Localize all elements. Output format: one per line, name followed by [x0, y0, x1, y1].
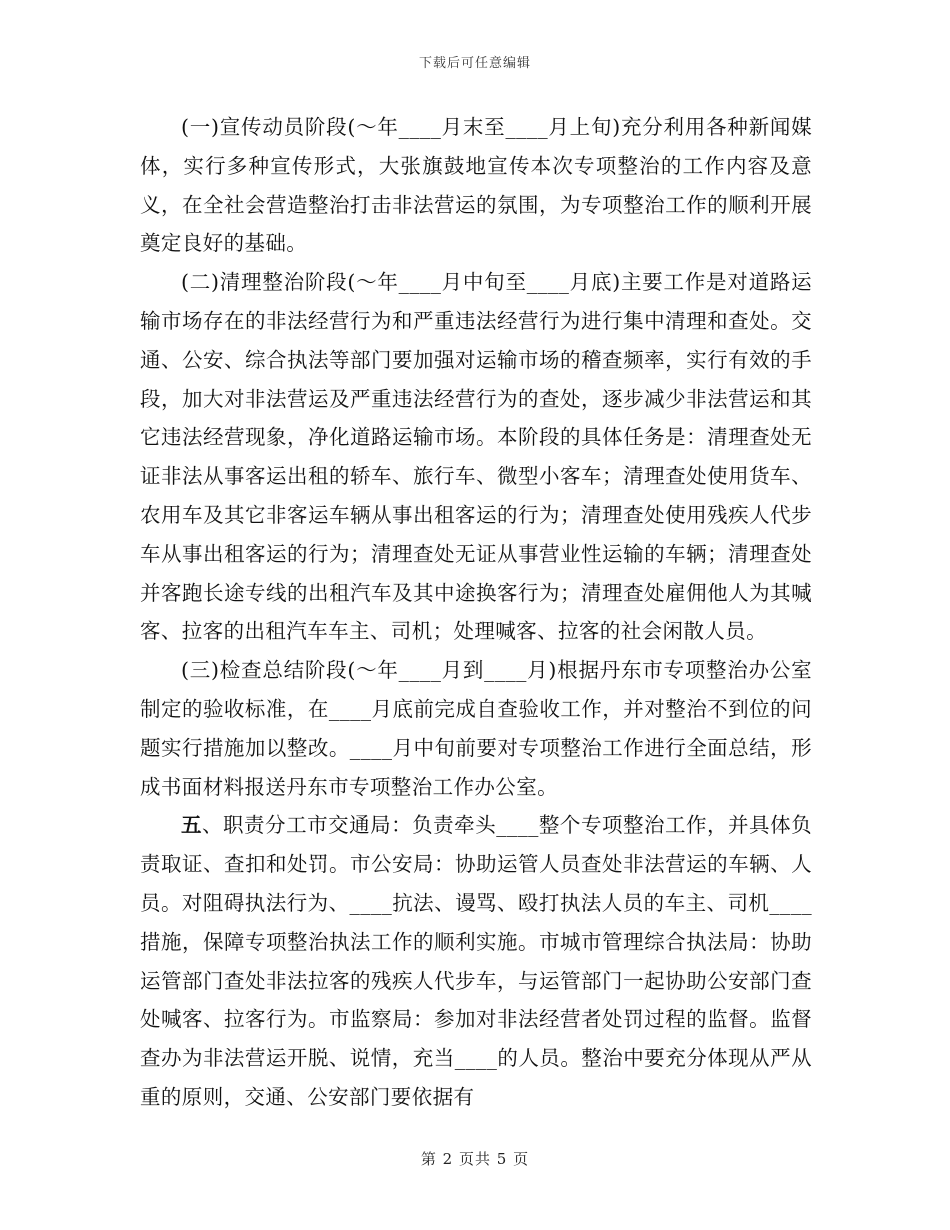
document-body: [140, 108, 812, 1117]
paragraph-inspection-stage: [140, 651, 812, 806]
page-header: 下载后可任意编辑: [418, 56, 531, 71]
paragraph-publicity-stage: [140, 108, 812, 263]
paragraph-text: 、职责分工市交通局：负责牵头____整个专项整治工作，并具体负责取证、查扣和处罚。市公安局：协助运管人员查处非法营运的车辆、人员。对阻碍执法行为、____抗法、谩骂、殴打执法人员的车主、司机____措施，保障专项整治执法工作的顺利实施。市城市管理综合执法局：协助运管部门查处非法拉客的残疾人代步车，与运管部门一起协助公安部门查处喊客、拉客行为。市监察局：参加对非法经营者处罚过程的监督。监督查办为非法营运开脱、说情，充当____的人员。整治中要充分体现从严从重的原则，交通、公安部门要依据有: [140, 813, 812, 1109]
section-number: 五: [181, 813, 203, 838]
paragraph-rectification-stage: [140, 263, 812, 651]
paragraph-text: (二)清理整治阶段(～年____月中旬至____月底)主要工作是对道路运输市场存在的非法经营行为和严重违法经营行为进行集中清理和查处。交通、公安、综合执法等部门要加强对运输市场的稽查频率，实行有效的手段，加大对非法营运及严重违法经营行为的查处，逐步减少非法营运和其它违法经营现象，净化道路运输市场。本阶段的具体任务是：清理查处无证非法从事客运出租的轿车、旅行车、微型小客车；清理查处使用货车、农用车及其它非客运车辆从事出租客运的行为；清理查处使用残疾人代步车从事出租客运的行为；清理查处无证从事营业性运输的车辆；清理查处并客跑长途专线的出租汽车及其中途换客行为；清理查处雇佣他人为其喊客、拉客的出租汽车车主、司机；处理喊客、拉客的社会闲散人员。: [140, 270, 812, 644]
paragraph-text: (一)宣传动员阶段(～年____月末至____月上旬)充分利用各种新闻媒体，实行多种宣传形式，大张旗鼓地宣传本次专项整治的工作内容及意义，在全社会营造整治打击非法营运的氛围，为专项整治工作的顺利开展奠定良好的基础。: [140, 115, 812, 256]
page-footer: 第 2 页共 5 页: [420, 1150, 530, 1168]
paragraph-text: (三)检查总结阶段(～年____月到____月)根据丹东市专项整治办公室制定的验收标准，在____月底前完成自查验收工作，并对整治不到位的问题实行措施加以整改。____月中旬前要对专项整治工作进行全面总结，形成书面材料报送丹东市专项整治工作办公室。: [140, 658, 812, 799]
paragraph-responsibilities: [140, 806, 812, 1116]
